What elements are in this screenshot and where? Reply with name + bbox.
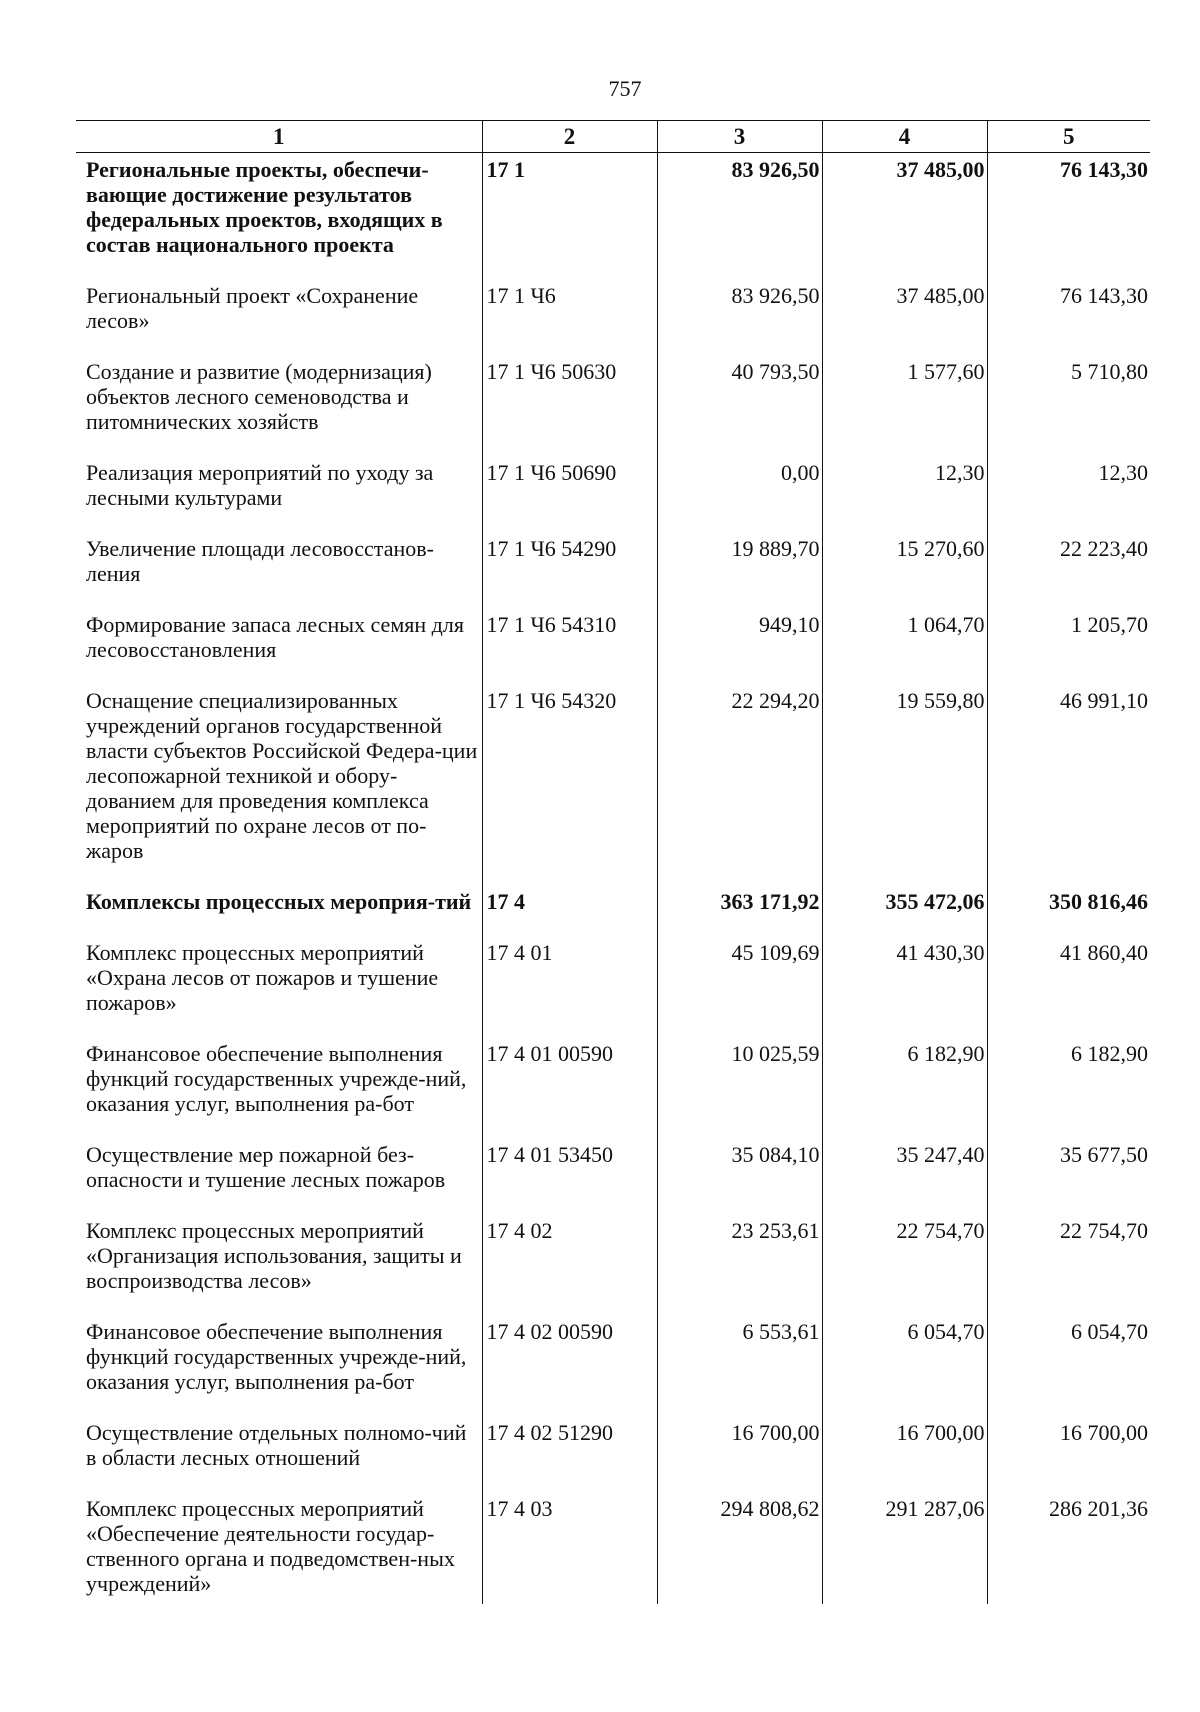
row-name-cell: Комплекс процессных мероприятий «Охрана лесов от пожаров и тушение пожаров» [86,940,439,1015]
row-code-cell: 17 4 02 00590 [482,1315,657,1416]
row-value-col3-cell: 10 025,59 [657,1037,822,1138]
page-number: 757 [608,76,642,101]
table-row [76,456,1150,532]
row-value-col3-cell: 0,00 [657,456,822,532]
row-value-col3-cell: 16 700,00 [657,1416,822,1492]
row-code-cell: 17 1 Ч6 54320 [482,684,657,885]
table-row [76,1037,1150,1138]
table-row [76,1315,1150,1416]
row-code-cell: 17 4 01 [482,936,657,1037]
row-value-col3-cell: 6 553,61 [657,1315,822,1416]
row-value-col5-cell: 41 860,40 [987,936,1150,1037]
table-row [76,355,1150,456]
row-value-col4-cell: 355 472,06 [822,885,987,936]
row-code-cell: 17 1 Ч6 [482,279,657,355]
table-row [76,279,1150,355]
table-header-row [76,121,1150,153]
table-row [76,936,1150,1037]
table-body [76,153,1150,1605]
row-value-col5-cell: 76 143,30 [987,153,1150,280]
row-value-col3-cell: 40 793,50 [657,355,822,456]
row-value-col4-cell: 12,30 [822,456,987,532]
column-header-2: 2 [482,121,657,153]
row-code-cell: 17 1 Ч6 50630 [482,355,657,456]
row-code-cell: 17 4 01 53450 [482,1138,657,1214]
row-code-cell: 17 4 03 [482,1492,657,1604]
budget-table [76,120,1150,1604]
row-value-col4-cell: 37 485,00 [822,153,987,280]
row-name-cell: Комплекс процессных мероприятий «Обеспечение деятельности государ-ственного органа и подведомствен-ных учреждений» [86,1496,455,1596]
row-name-cell: Финансовое обеспечение выполнения функций государственных учрежде-ний, оказания услуг, выполнения ра-бот [86,1041,467,1116]
row-name-cell: Региональный проект «Сохранение лесов» [86,283,419,333]
table-row [76,608,1150,684]
row-name-cell: Осуществление отдельных полномо-чий в области лесных отношений [86,1420,467,1470]
row-code-cell: 17 4 02 51290 [482,1416,657,1492]
row-value-col4-cell: 6 054,70 [822,1315,987,1416]
row-name-cell: Комплекс процессных мероприятий «Организация использования, защиты и воспроизводства лесов» [86,1218,462,1293]
row-code-cell: 17 1 Ч6 50690 [482,456,657,532]
row-code-cell: 17 1 Ч6 54290 [482,532,657,608]
row-value-col5-cell: 22 223,40 [987,532,1150,608]
row-value-col4-cell: 37 485,00 [822,279,987,355]
row-value-col4-cell: 35 247,40 [822,1138,987,1214]
row-value-col4-cell: 41 430,30 [822,936,987,1037]
row-value-col4-cell: 19 559,80 [822,684,987,885]
row-code-cell: 17 4 02 [482,1214,657,1315]
column-header-3: 3 [657,121,822,153]
row-name-cell: Увеличение площади лесовосстанов-ления [86,536,434,586]
table-row [76,153,1150,280]
row-name-cell: Финансовое обеспечение выполнения функций государственных учрежде-ний, оказания услуг, выполнения ра-бот [86,1319,467,1394]
row-name-cell: Реализация мероприятий по уходу за лесными культурами [86,460,434,510]
row-value-col5-cell: 5 710,80 [987,355,1150,456]
row-value-col4-cell: 16 700,00 [822,1416,987,1492]
row-name-cell: Оснащение специализированных учреждений органов государственной власти субъектов Российской Федера-ции лесопожарной техникой и обору-дованием для проведения комплекса мероприятий по охране лесов от по-жаров [86,688,478,863]
row-value-col5-cell: 6 182,90 [987,1037,1150,1138]
row-value-col4-cell: 22 754,70 [822,1214,987,1315]
row-value-col4-cell: 1 577,60 [822,355,987,456]
row-value-col4-cell: 1 064,70 [822,608,987,684]
column-header-1: 1 [76,121,482,153]
row-value-col5-cell: 286 201,36 [987,1492,1150,1604]
table-row [76,885,1150,936]
row-value-col5-cell: 6 054,70 [987,1315,1150,1416]
table-row [76,684,1150,885]
row-value-col4-cell: 291 287,06 [822,1492,987,1604]
row-name-cell: Создание и развитие (модернизация) объектов лесного семеноводства и питомнических хозяйств [86,359,432,434]
row-name-cell: Осуществление мер пожарной без-опасности и тушение лесных пожаров [86,1142,446,1192]
row-value-col5-cell: 46 991,10 [987,684,1150,885]
row-value-col5-cell: 35 677,50 [987,1138,1150,1214]
row-value-col3-cell: 23 253,61 [657,1214,822,1315]
row-value-col3-cell: 35 084,10 [657,1138,822,1214]
table-row [76,1138,1150,1214]
row-value-col5-cell: 1 205,70 [987,608,1150,684]
row-value-col5-cell: 16 700,00 [987,1416,1150,1492]
row-code-cell: 17 4 [482,885,657,936]
row-code-cell: 17 4 01 00590 [482,1037,657,1138]
column-header-4: 4 [822,121,987,153]
row-name-cell: Комплексы процессных мероприя-тий [86,889,472,914]
row-value-col5-cell: 76 143,30 [987,279,1150,355]
row-value-col3-cell: 949,10 [657,608,822,684]
row-code-cell: 17 1 Ч6 54310 [482,608,657,684]
row-value-col5-cell: 12,30 [987,456,1150,532]
table-row [76,1214,1150,1315]
row-code-cell: 17 1 [482,153,657,280]
row-name-cell: Формирование запаса лесных семян для лесовосстановления [86,612,464,662]
row-value-col4-cell: 6 182,90 [822,1037,987,1138]
row-value-col3-cell: 83 926,50 [657,279,822,355]
row-value-col3-cell: 363 171,92 [657,885,822,936]
row-value-col3-cell: 22 294,20 [657,684,822,885]
table-row [76,532,1150,608]
table-row [76,1416,1150,1492]
row-value-col3-cell: 45 109,69 [657,936,822,1037]
column-header-5: 5 [987,121,1150,153]
row-value-col3-cell: 83 926,50 [657,153,822,280]
row-value-col5-cell: 22 754,70 [987,1214,1150,1315]
table-row [76,1492,1150,1604]
row-value-col4-cell: 15 270,60 [822,532,987,608]
row-value-col3-cell: 294 808,62 [657,1492,822,1604]
row-name-cell: Региональные проекты, обеспечи-вающие достижение результатов федеральных проектов, входящих в состав национального проекта [86,157,443,257]
row-value-col3-cell: 19 889,70 [657,532,822,608]
row-value-col5-cell: 350 816,46 [987,885,1150,936]
